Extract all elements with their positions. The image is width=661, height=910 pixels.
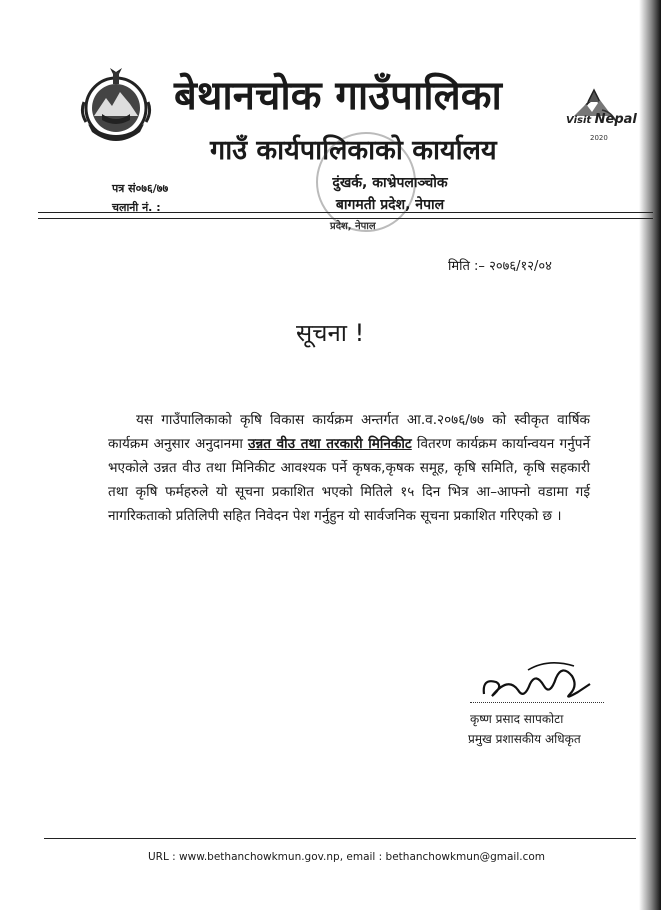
notice-body [108, 408, 590, 528]
address-line-1: दुंखर्क, काभ्रेपलाञ्चोक [332, 175, 448, 191]
header-divider [38, 212, 653, 213]
notice-date: मिति :– २०७६/१२/०४ [448, 259, 552, 274]
body-part-1: यस गाउँपालिकाको कृषि विकास कार्यक्रम अन्तर्गत आ.व.२०७६/७७ को स्वीकृत वार्षिक कार्यक्रम अनुसार अनुदानमा [108, 412, 590, 452]
stamp-text: प्रदेश, नेपाल [330, 221, 376, 232]
nepal-emblem-icon [80, 62, 152, 148]
notice-title: सूचना ! [296, 319, 365, 347]
visit-nepal-year: 2020 [590, 134, 608, 142]
dispatch-number: चलानी नं. : [112, 201, 161, 214]
ref-number: पत्र सं०७६/७७ [112, 182, 169, 195]
notice-paragraph [108, 408, 590, 528]
body-part-2: वितरण कार्यक्रम कार्यान्वयन गर्नुपर्ने भएकोले उन्नत वीउ तथा मिनिकीट आवश्यक पर्ने कृषक,कृषक समूह, कृषि समिति, कृषि सहकारी तथा कृषि फर्महरुले यो सूचना प्रकाशित भएको मितिले १५ दिन भित्र आ–आफ्नो वडामा गई नागरिकताको प्रतिलिपी सहित निवेदन पेश गर्नुहुन यो सार्वजनिक सूचना प्रकाशित गरिएको छ । [108, 436, 590, 524]
scan-edge-shadow [639, 0, 661, 910]
signatory-name: कृष्ण प्रसाद सापकोटा [470, 712, 564, 726]
signature-line [470, 702, 604, 703]
signatory-title: प्रमुख प्रशासकीय अधिकृत [468, 732, 581, 746]
address-line-2: बागमती प्रदेश, नेपाल [335, 197, 445, 213]
nepal-word: Nepal [594, 112, 637, 127]
signature-icon [478, 656, 594, 706]
footer-contact: URL : www.bethanchowkmun.gov.np, email : bethanchowkmun@gmail.com [148, 851, 546, 863]
visit-word: Visit [566, 115, 592, 126]
header-divider-secondary [38, 218, 653, 219]
body-highlight: उन्नत वीउ तथा तरकारी मिनिकीट [248, 436, 412, 452]
footer-divider [44, 838, 636, 839]
municipality-name: बेथानचोक गाउँपालिका [174, 73, 502, 119]
office-address [300, 172, 480, 216]
office-name: गाउँ कार्यपालिकाको कार्यालय [210, 135, 497, 166]
visit-nepal-text [566, 112, 637, 127]
